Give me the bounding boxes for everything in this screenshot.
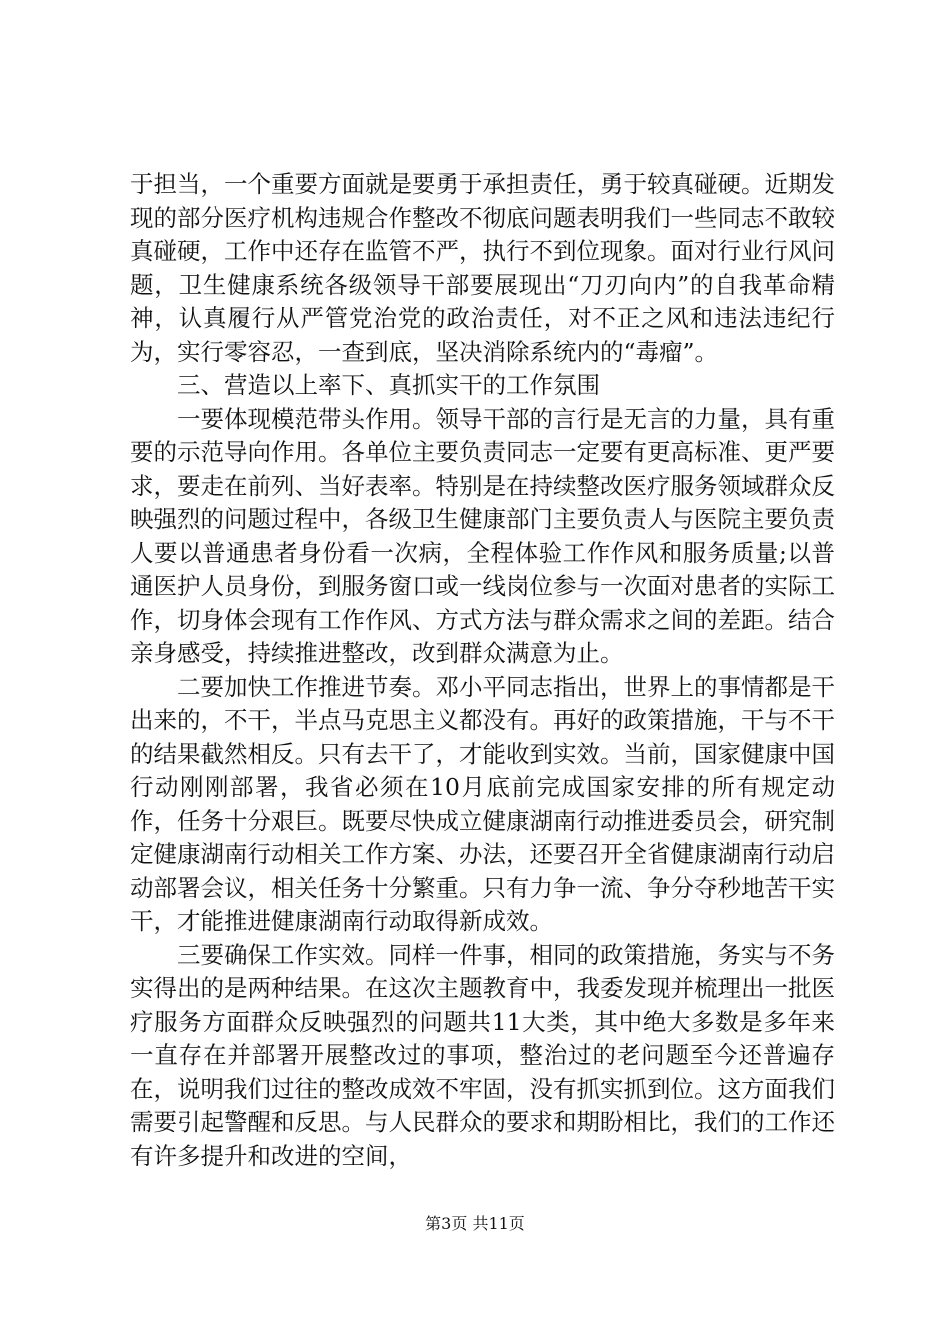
document-body [130, 168, 835, 1173]
page-number-footer: 第3页 共11页 [425, 1214, 525, 1233]
paragraph-work-pace: 二要加快工作推进节奏。邓小平同志指出，世界上的事情都是干出来的，不干，半点马克思主义都没有。再好的政策措施，干与不干的结果截然相反。只有去干了，才能收到实效。当前，国家健康中国行动刚刚部署，我省必须在10月底前完成国家安排的所有规定动作，任务十分艰巨。既要尽快成立健康湖南行动推进委员会，研究制定健康湖南行动相关工作方案、办法，还要召开全省健康湖南行动启动部署会议，相关任务十分繁重。只有力争一流、争分夺秒地苦干实干，才能推进健康湖南行动取得新成效。 [130, 672, 835, 935]
paragraph-work-effectiveness: 三要确保工作实效。同样一件事，相同的政策措施，务实与不务实得出的是两种结果。在这次主题教育中，我委发现并梳理出一批医疗服务方面群众反映强烈的问题共11大类，其中绝大多数是多年来一直存在并部署开展整改过的事项，整治过的老问题至今还普遍存在，说明我们过往的整改成效不牢固，没有抓实抓到位。这方面我们需要引起警醒和反思。与人民群众的要求和期盼相比，我们的工作还有许多提升和改进的空间， [130, 940, 835, 1170]
paragraph-leadership-example: 一要体现模范带头作用。领导干部的言行是无言的力量，具有重要的示范导向作用。各单位主要负责同志一定要有更高标准、更严要求，要走在前列、当好表率。特别是在持续整改医疗服务领域群众反映强烈的问题过程中，各级卫生健康部门主要负责人与医院主要负责人要以普通患者身份看一次病，全程体验工作作风和服务质量;以普通医护人员身份，到服务窗口或一线岗位参与一次面对患者的实际工作，切身体会现有工作作风、方式方法与群众需求之间的差距。结合亲身感受，持续推进整改，改到群众满意为止。 [130, 404, 835, 667]
section-heading: 三、营造以上率下、真抓实干的工作氛围 [177, 371, 600, 399]
paragraph-continuation: 于担当，一个重要方面就是要勇于承担责任，勇于较真碰硬。近期发现的部分医疗机构违规合作整改不彻底问题表明我们一些同志不敢较真碰硬，工作中还存在监管不严，执行不到位现象。面对行业行风问题，卫生健康系统各级领导干部要展现出“刀刃向内”的自我革命精神，认真履行从严管党治党的政治责任，对不正之风和违法违纪行为，实行零容忍，一查到底，坚决消除系统内的“毒瘤”。 [130, 170, 835, 366]
